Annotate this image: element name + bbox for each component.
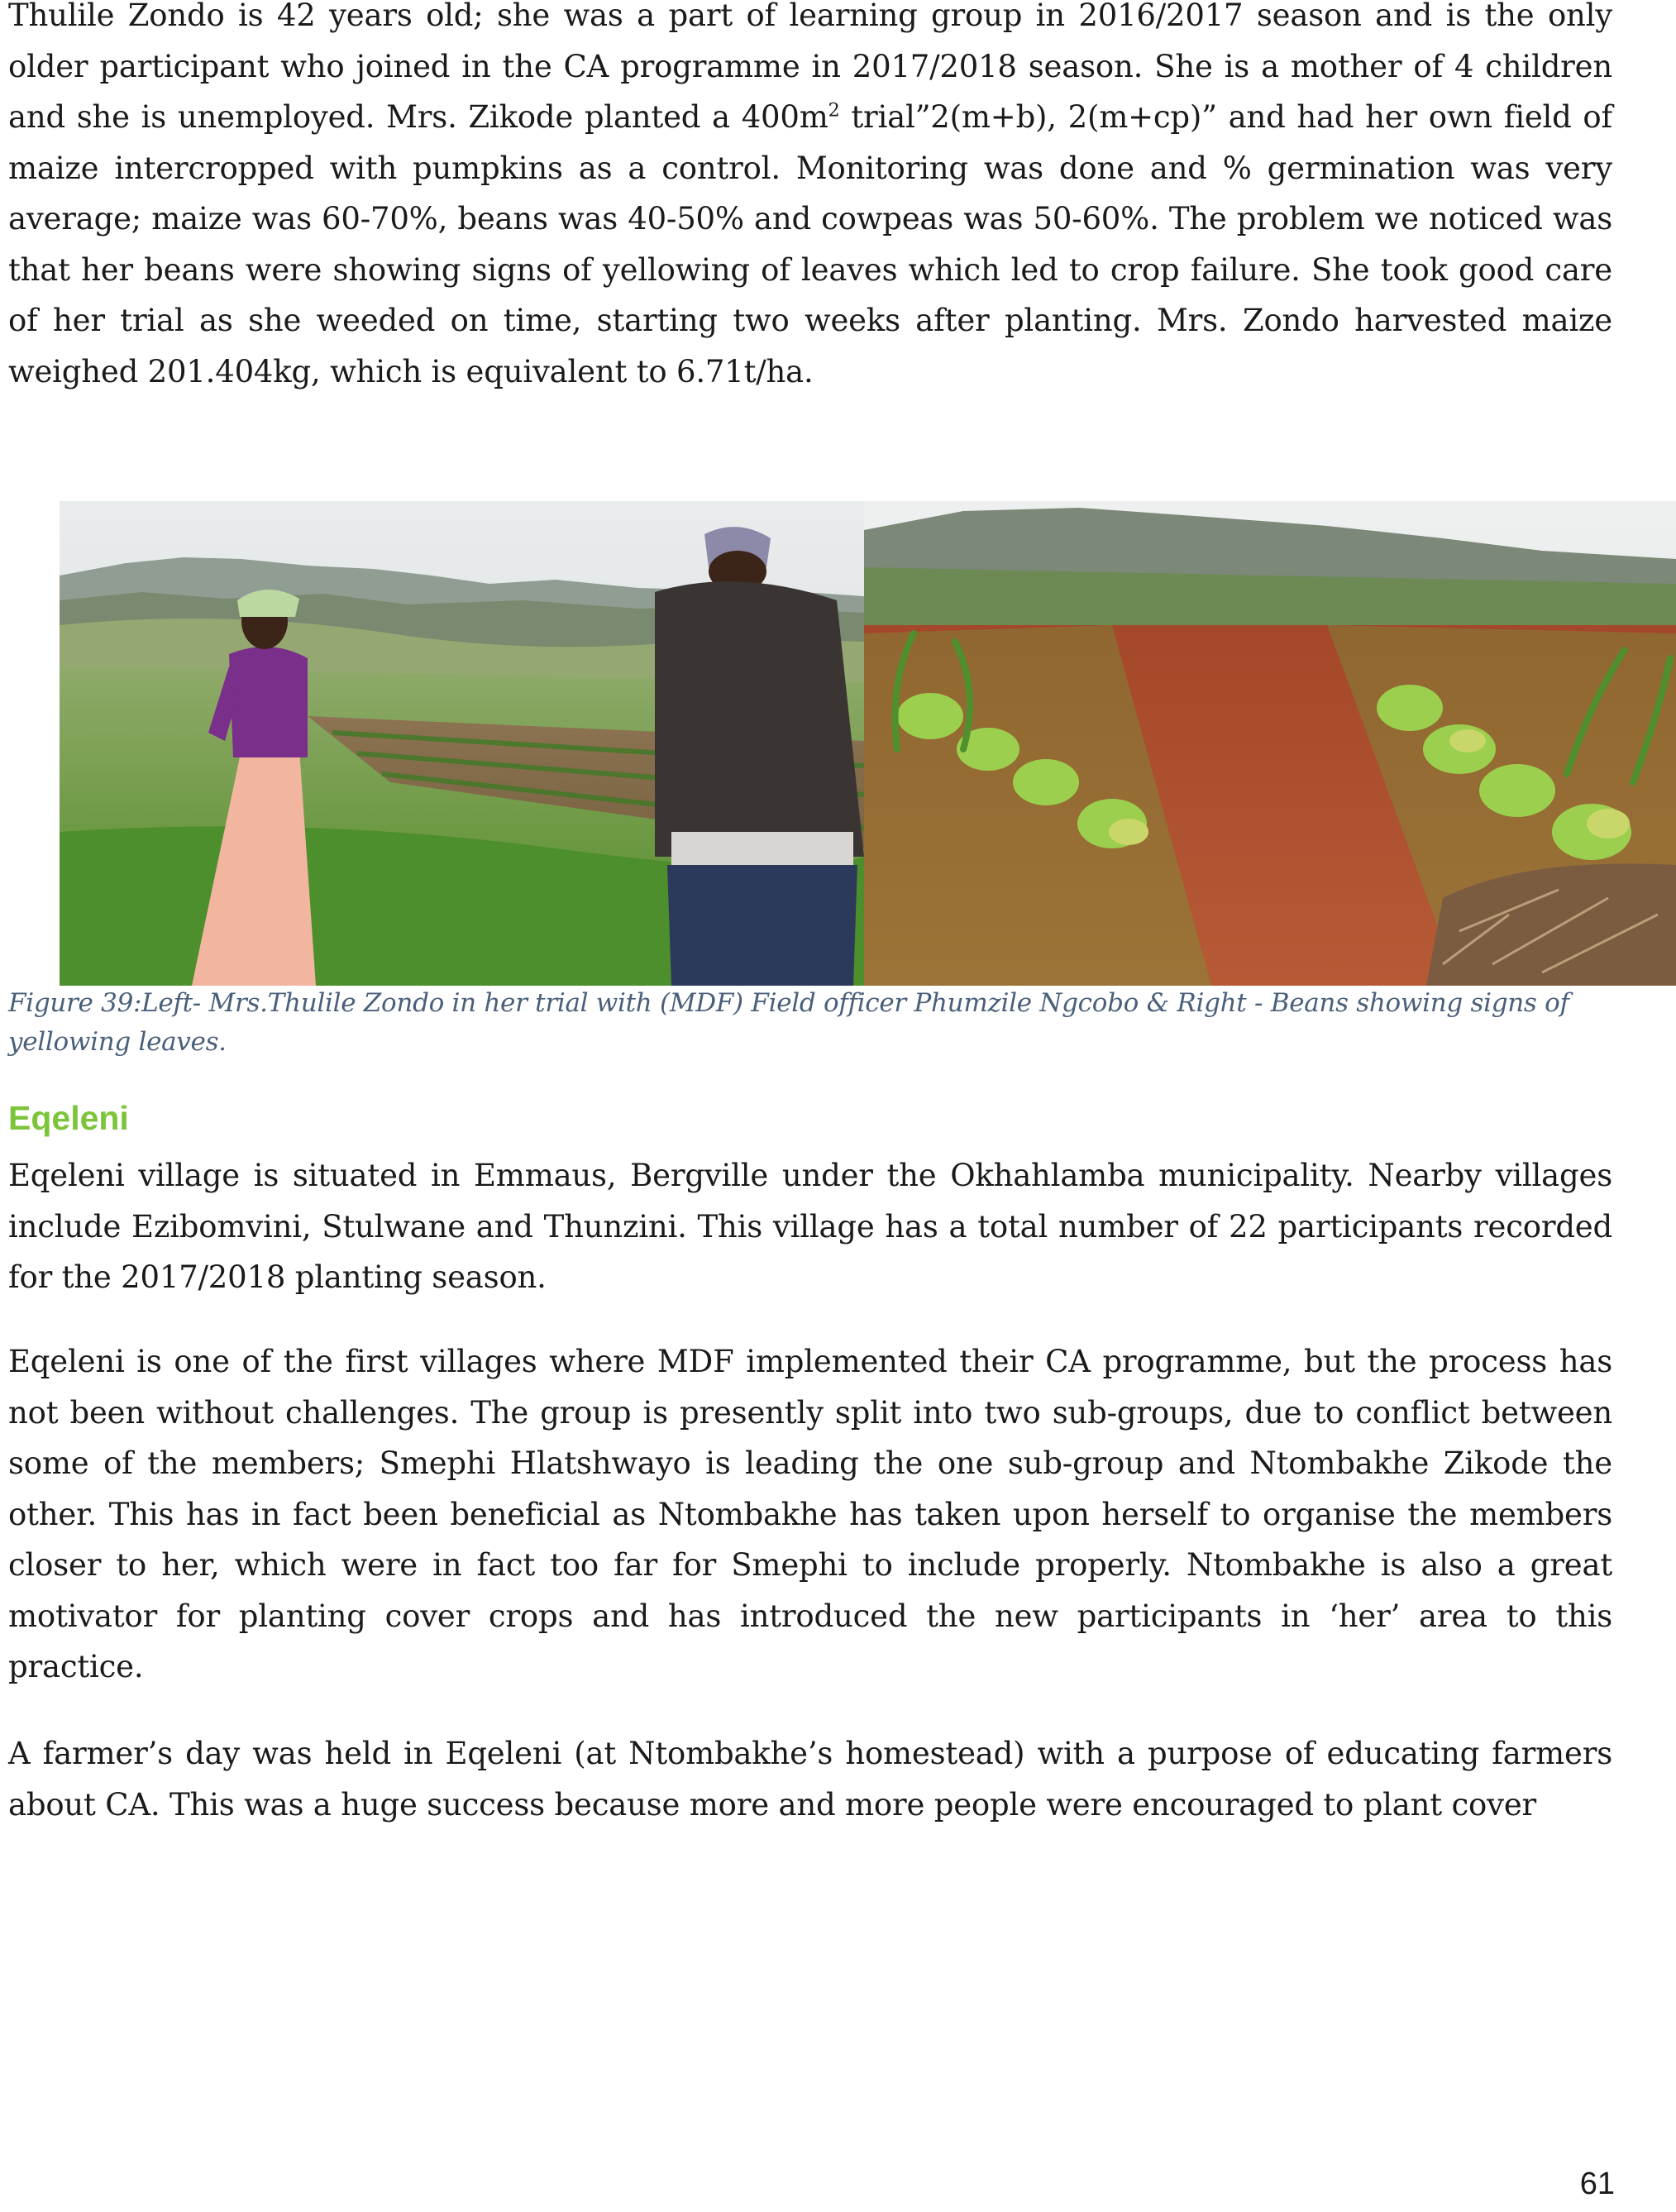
intro-paragraph — [8, 0, 1612, 397]
intro-text-part-2: trial”2(m+b), 2(m+cp)” and had her own field of maize intercropped with pumpkins as a control. Monitoring was done and % germination was very average; maize was 60-70%, beans was 40-50% and cowpeas was 50-60%. The problem we noticed was that her beans were showing signs of yellowing of leaves which led to crop failure. She took good care of her trial as she weeded on time, starting two weeks after planting. Mrs. Zondo harvested maize weighed 201.404kg, which is equivalent to 6.71t/ha. — [8, 99, 1612, 389]
section-paragraph-1: Eqeleni village is situated in Emmaus, Bergville under the Okhahlamba municipality. Nearby villages include Ezibomvini, Stulwane and Thunzini. This village has a total number of 22 participants recorded for the 2017/2018 planting season. — [8, 1158, 1612, 1295]
superscript-2: 2 — [828, 99, 840, 122]
section-heading: Eqeleni — [8, 1099, 129, 1137]
page-number: 61 — [1579, 2167, 1615, 2201]
figure-caption: Figure 39:Left- Mrs.Thulile Zondo in her trial with (MDF) Field officer Phumzile Ngcobo & Right - Beans showing signs of yellowing leaves. — [8, 988, 1569, 1057]
section-paragraph-2: Eqeleni is one of the first villages where MDF implemented their CA programme, but the process has not been without challenges. The group is presently split into two sub-groups, due to conflict between some of the members; Smephi Hlatshwayo is leading the one sub-group and Ntombakhe Zikode the other. This has in fact been beneficial as Ntombakhe has taken upon herself to organise the members closer to her, which were in fact too far for Smephi to include properly. Ntombakhe is also a great motivator for planting cover crops and has introduced the new participants in ‘her’ area to this practice. — [8, 1344, 1612, 1684]
photo-beans-yellowing-leaves — [864, 501, 1676, 986]
section-paragraph-3: A farmer’s day was held in Eqeleni (at Ntombakhe’s homestead) with a purpose of educating farmers about CA. This was a huge success because more and more people were encouraged to plant cover — [8, 1736, 1612, 1823]
photo-woman-in-trial-field — [60, 501, 864, 986]
intro-text-part-1: Thulile Zondo is 42 years old; she was a part of learning group in 2016/2017 season and is the only older participant who joined in the CA programme in 2017/2018 season. She is a mother of 4 children and she is unemployed. Mrs. Zikode planted a 400m — [8, 0, 1612, 135]
